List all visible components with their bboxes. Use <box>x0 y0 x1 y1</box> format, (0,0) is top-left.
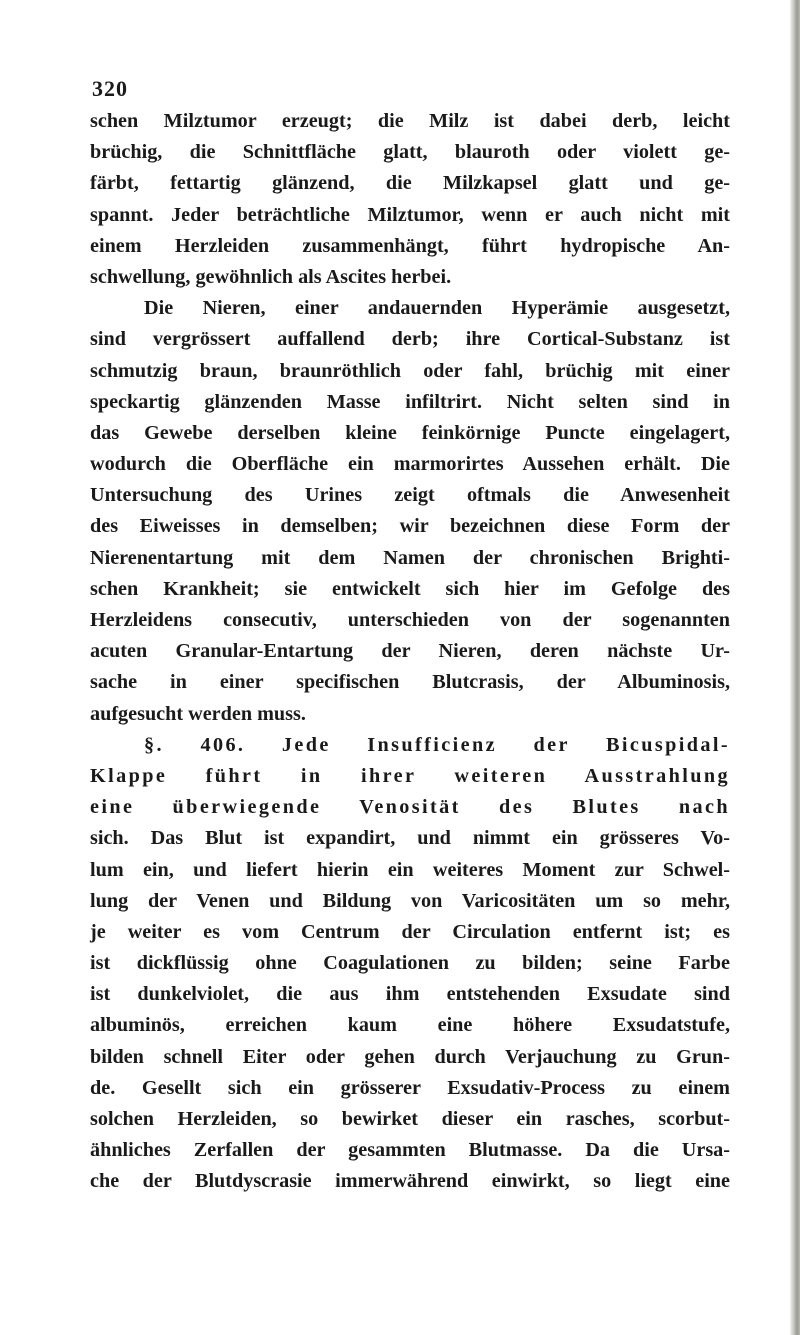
text-line: schwellung, gewöhnlich als Ascites herbei. <box>90 265 452 288</box>
text-line: sind vergrössert auffallend derb; ihre Cortical-Substanz ist <box>90 328 730 351</box>
text-line: lum ein, und liefert hierin ein weiteres Moment zur Schwel- <box>90 858 730 881</box>
scan-page-edge <box>790 0 800 1335</box>
page-number: 320 <box>92 76 128 101</box>
text-line: schmutzig braun, braunröthlich oder fahl, brüchig mit einer <box>90 359 730 382</box>
text-line: sache in einer specifischen Blutcrasis, der Albuminosis, <box>90 671 730 694</box>
text-line: bilden schnell Eiter oder gehen durch Verjauchung zu Grun- <box>90 1045 730 1068</box>
section-heading-line: §. 406. Jede Insufficienz der Bicuspidal- <box>144 733 730 756</box>
text-line: sich. Das Blut ist expandirt, und nimmt ein grösseres Vo- <box>90 827 730 850</box>
text-line: färbt, fettartig glänzend, die Milzkapsel glatt und ge- <box>90 172 730 195</box>
text-line: de. Gesellt sich ein grösserer Exsudativ-Process zu einem <box>90 1076 730 1099</box>
text-line: Die Nieren, einer andauernden Hyperämie ausgesetzt, <box>144 297 730 320</box>
text-line: brüchig, die Schnittfläche glatt, blauroth oder violett ge- <box>90 141 730 164</box>
text-line: che der Blutdyscrasie immerwährend einwirkt, so liegt eine <box>90 1170 730 1193</box>
section-heading-line: eine überwiegende Venosität des Blutes nach <box>90 796 730 819</box>
text-line: aufgesucht werden muss. <box>90 702 306 725</box>
body-text <box>90 106 730 1198</box>
text-line: ähnliches Zerfallen der gesammten Blutmasse. Da die Ursa- <box>90 1139 730 1162</box>
section-heading-line: Klappe führt in ihrer weiteren Ausstrahlung <box>90 764 730 787</box>
text-line: albuminös, erreichen kaum eine höhere Exsudatstufe, <box>90 1014 730 1037</box>
text-line: Untersuchung des Urines zeigt oftmals die Anwesenheit <box>90 484 730 507</box>
text-line: spannt. Jeder beträchtliche Milztumor, wenn er auch nicht mit <box>90 203 730 226</box>
text-line: schen Milztumor erzeugt; die Milz ist dabei derb, leicht <box>90 110 730 132</box>
text-line: speckartig glänzenden Masse infiltrirt. Nicht selten sind in <box>90 390 730 413</box>
text-line: wodurch die Oberfläche ein marmorirtes Aussehen erhält. Die <box>90 453 730 476</box>
text-line: schen Krankheit; sie entwickelt sich hier im Gefolge des <box>90 577 730 600</box>
text-line: Nierenentartung mit dem Namen der chronischen Brighti- <box>90 546 730 569</box>
text-line: solchen Herzleiden, so bewirket dieser ein rasches, scorbut- <box>90 1108 730 1130</box>
text-line: Herzleidens consecutiv, unterschieden von der sogenannten <box>90 609 730 631</box>
text-line: ist dunkelviolet, die aus ihm entstehenden Exsudate sind <box>90 983 730 1006</box>
text-line: je weiter es vom Centrum der Circulation entfernt ist; es <box>90 920 730 943</box>
text-line: das Gewebe derselben kleine feinkörnige Puncte eingelagert, <box>90 421 730 444</box>
text-line: acuten Granular-Entartung der Nieren, deren nächste Ur- <box>90 640 730 663</box>
text-line: ist dickflüssig ohne Coagulationen zu bilden; seine Farbe <box>90 952 730 975</box>
text-line: lung der Venen und Bildung von Varicositäten um so mehr, <box>90 889 730 912</box>
text-line: einem Herzleiden zusammenhängt, führt hydropische An- <box>90 234 730 257</box>
text-line: des Eiweisses in demselben; wir bezeichnen diese Form der <box>90 515 730 538</box>
